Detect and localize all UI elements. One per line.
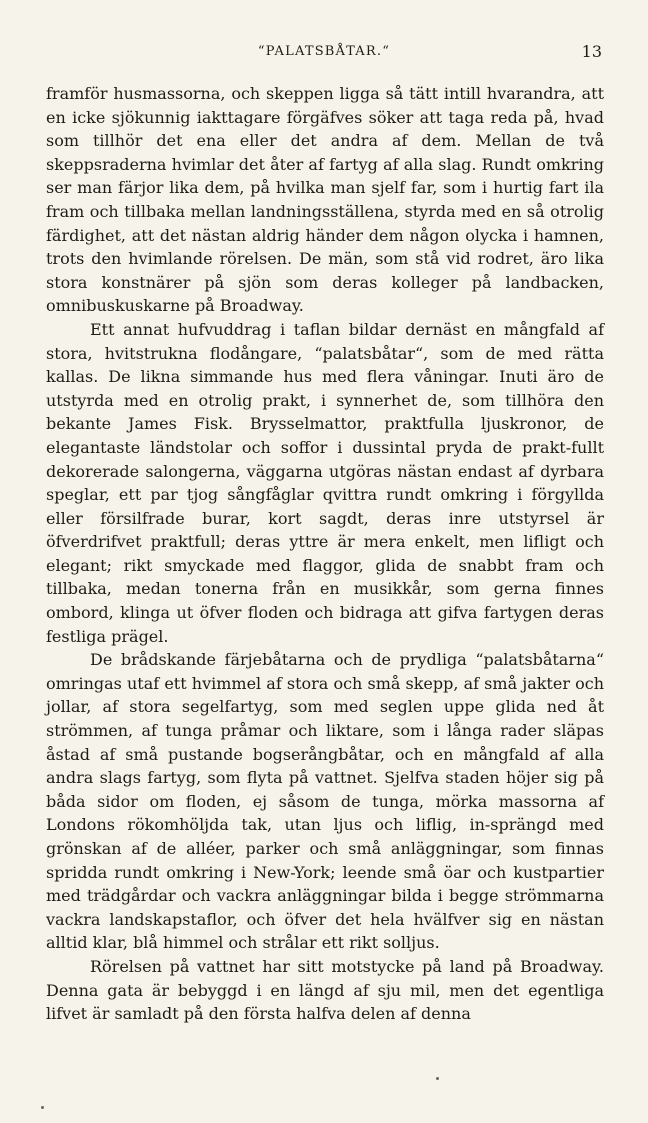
paragraph-palatsbatar: Ett annat hufvuddrag i taflan bildar dernäst en mångfald af stora, hvitstrukna flodångare, “palatsbåtar“, som de med rätta kallas. De likna simmande hus med flera våningar. Inuti äro de utstyrda med en otrolig prakt, i synnerhet de, som tillhöra den bekante James Fisk. Brysselmattor, praktfulla ljuskronor, de elegantaste ländstolar och soffor i dussintal pryda de prakt-fullt dekorerade salongerna, väggarna utgöras nästan endast af dyrbara speglar, ett par tjog sångfåglar qvittra rundt omkring i förgyllda eller försilfrade burar, kort sagdt, deras inre utstyrsel är öfverdrifvet praktfull; deras yttre är mera enkelt, men lifligt och elegant; rikt smyckade med flaggor, glida de snabbt fram och tillbaka, medan tonerna från en musikkår, som gerna finnes ombord, klinga ut öfver floden och bidraga att gifva fartygen deras festliga prägel.	[46, 319, 604, 646]
paragraph-continuation: framför husmassorna, och skeppen ligga så tätt intill hvarandra, att en icke sjökunnig iakttagare förgäfves söker att taga reda på, hvad som tillhör det ena eller det andra af dem. Mellan de två skeppsraderna hvimlar det åter af fartyg af alla slag. Rundt omkring ser man färjor lika dem, på hvilka man sjelf far, som i hurtig fart ila fram och tillbaka mellan landningsställena, styrda med en så otrolig färdighet, att det nästan aldrig händer dem någon olycka i hamnen, trots den hvimlande rörelsen. De män, som stå vid rodret, äro lika stora konstnärer på sjön som deras kolleger på landbacken, omnibuskuskarne på Broadway.	[46, 84, 604, 316]
body-text	[46, 82, 604, 1026]
page-number: 13	[581, 42, 602, 61]
running-title: “PALATSBÅTAR.“	[257, 44, 391, 59]
paper-speck	[41, 1106, 44, 1109]
running-head	[46, 44, 602, 68]
paragraph-fartyg: De brådskande färjebåtarna och de prydliga “palatsbåtarna“ omringas utaf ett hvimmel af stora och små skepp, af små jakter och jollar, af stora segelfartyg, som med seglen uppe glida ned åt strömmen, af tunga pråmar och liktare, som i långa rader släpas åstad af små pustande bogserångbåtar, och en mångfald af alla andra slags fartyg, som flyta på vattnet. Sjelfva staden höjer sig på båda sidor om floden, ej såsom de tunga, mörka massorna af Londons rökomhöljda tak, utan ljus och liflig, in-sprängd med grönskan af de alléer, parker och små anläggningar, som finnas spridda rundt omkring i New-York; leende små öar och kustpartier med trädgårdar och vackra anläggningar bilda i begge strömmarna vackra landskapstaflor, och öfver det hela hvälfver sig en nästan alltid klar, blå himmel och strålar ett rikt solljus.	[46, 650, 604, 953]
paper-speck	[436, 1077, 439, 1080]
paragraph-broadway: Rörelsen på vattnet har sitt motstycke på land på Broadway. Denna gata är bebyggd i en längd af sju mil, men det egentliga lifvet är samladt på den första halfva delen af denna	[46, 956, 604, 1024]
